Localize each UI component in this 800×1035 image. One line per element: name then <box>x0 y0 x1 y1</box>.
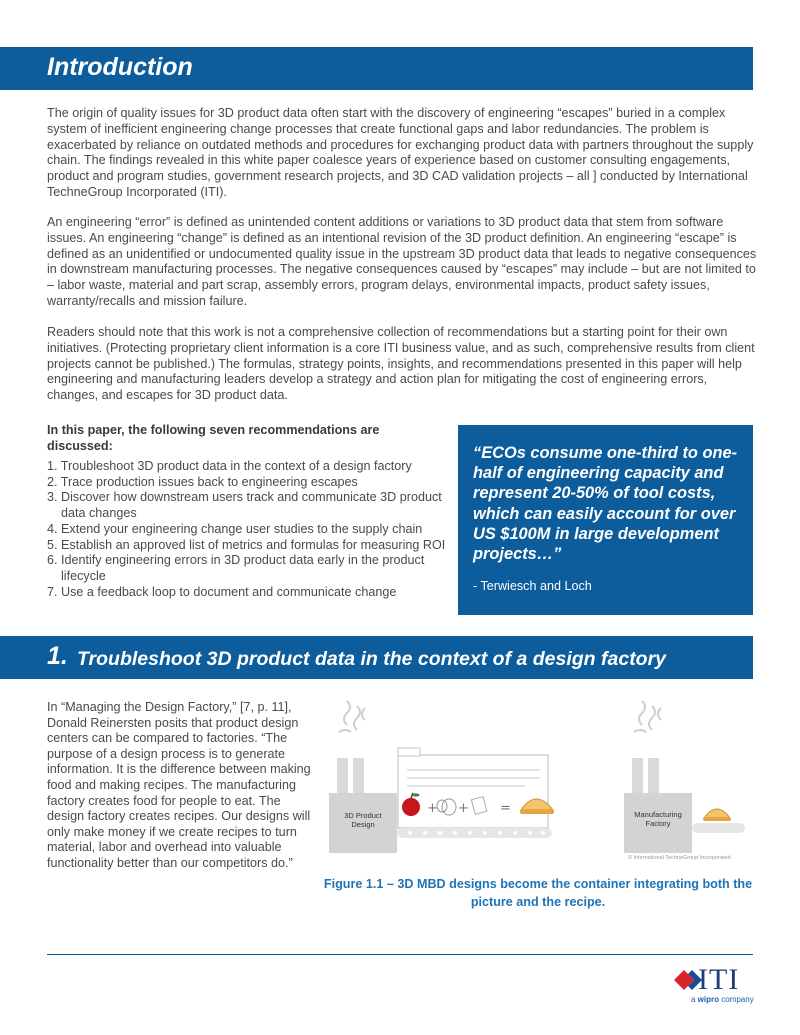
recommendations-intro: In this paper, the following seven recommendations are discussed: <box>47 423 380 453</box>
chimney-shape <box>632 758 643 793</box>
introduction-heading: Introduction <box>47 53 193 81</box>
recommendation-item: 5. Establish an approved list of metrics and formulas for measuring ROI <box>47 537 446 552</box>
right-factory-label-2: Factory <box>645 819 671 828</box>
recommendation-item: 1. Troubleshoot 3D product data in the context of a design factory <box>47 459 412 473</box>
recommendation-item: 7. Use a feedback loop to document and communicate change <box>47 584 397 599</box>
intro-paragraph-2: An engineering “error” is defined as unintended content additions or variations to 3D product data that stem from software issues. An engineering “change” is defined as an intentional revision of the 3D product definition. An engineering “escape” is defined as an unidentified or undocumented quality issue in the upstream 3D product data that leads to negative consequences in downstream manufacturing processes. The negative consequences caused by “escapes” may include – but are not limited to – labor waste, material and part scrap, assembly errors, program delays, environmental impacts, product safety issues, warranty/recalls and mission failure. <box>47 215 757 308</box>
section-1-body: In “Managing the Design Factory,” [7, p. 11], Donald Reinersten posits that product design centers can be compared to factories. “The purpose of a design process is to generate information. It is the difference between making food and making recipes. The manufacturing factory creates food for people to eat. The design factory creates recipes. Our designs will only make money if we create recipes to turn material, labor and overhead into valuable functionality better than our competitors do.” <box>47 700 311 870</box>
pull-quote-box <box>458 425 753 615</box>
left-factory-label-2: Design <box>351 820 375 829</box>
figure-copyright: © International TechneGroup Incorporated <box>628 855 731 861</box>
logo-tagline-suffix: company <box>719 995 754 1004</box>
chimney-shape <box>337 758 348 793</box>
design-factory-figure <box>325 700 755 870</box>
intro-paragraph-3: Readers should note that this work is not a comprehensive collection of recommendations but a starting point for their own initiatives. (Protecting proprietary client information is a core ITI business value, and as such, comprehensive results from client projects cannot be published.) The formulas, strategy points, insights, and recommendations presented in this paper will help engineering and manufacturing leaders develop a strategy and action plan for mitigating the cost of engineering errors, changes, and escapes for 3D product data. <box>47 325 755 403</box>
logo-tagline <box>691 995 754 1004</box>
logo-wordmark: ITI <box>698 963 740 996</box>
left-factory-label-1: 3D Product <box>344 811 382 820</box>
figure-caption: Figure 1.1 – 3D MBD designs become the container integrating both the picture and the recipe. <box>323 877 753 909</box>
footer-divider <box>47 954 753 955</box>
pull-quote-attribution: - Terwiesch and Loch <box>473 579 592 593</box>
recommendation-item: 4. Extend your engineering change user studies to the supply chain <box>47 521 423 536</box>
plus-icon: + <box>458 801 469 816</box>
logo-tagline-brand: wipro <box>697 995 720 1004</box>
recommendation-item: 3. Discover how downstream users track and communicate 3D product data changes <box>47 490 442 521</box>
chimney-shape <box>353 758 364 793</box>
section-1-title: Troubleshoot 3D product data in the context of a design factory <box>77 648 667 670</box>
steam-icon <box>339 701 365 732</box>
intro-paragraph-1: The origin of quality issues for 3D product data often start with the discovery of engineering “escapes” buried in a complex system of inefficient engineering change processes that create functional gaps and labor redundancies. The problem is exacerbated by reliance on outdated methods and procedures for exchanging product data with partners throughout the supply chain. The findings revealed in this white paper coalesce years of experience based on customer consulting engagements, product and program studies, government research projects, and 3D CAD validation projects – all ] conducted by International TechneGroup Incorporated (ITI). <box>47 106 754 199</box>
recommendation-item: 6. Identify engineering errors in 3D product data early in the product lifecycle <box>47 553 425 583</box>
recommendations-list <box>47 459 447 600</box>
introduction-banner <box>0 47 753 90</box>
recommendation-item: 2. Trace production issues back to engineering escapes <box>47 474 358 489</box>
conveyor-belt <box>692 823 745 833</box>
section-1-banner <box>0 636 753 679</box>
section-1-number: 1. <box>47 642 68 670</box>
pull-quote-text: “ECOs consume one-third to one-half of engineering capacity and represent 20-50% of tool costs, which can easily account for over US $100M in large development projects…” <box>473 444 738 564</box>
right-factory-label-1: Manufacturing <box>634 810 682 819</box>
equals-icon: = <box>500 801 511 816</box>
logo-tagline-prefix: a <box>691 995 698 1004</box>
plus-icon: + <box>427 801 438 816</box>
chimney-shape <box>648 758 659 793</box>
steam-icon <box>634 701 661 732</box>
recipe-document-icon <box>398 748 548 828</box>
pie-icon <box>703 809 731 821</box>
